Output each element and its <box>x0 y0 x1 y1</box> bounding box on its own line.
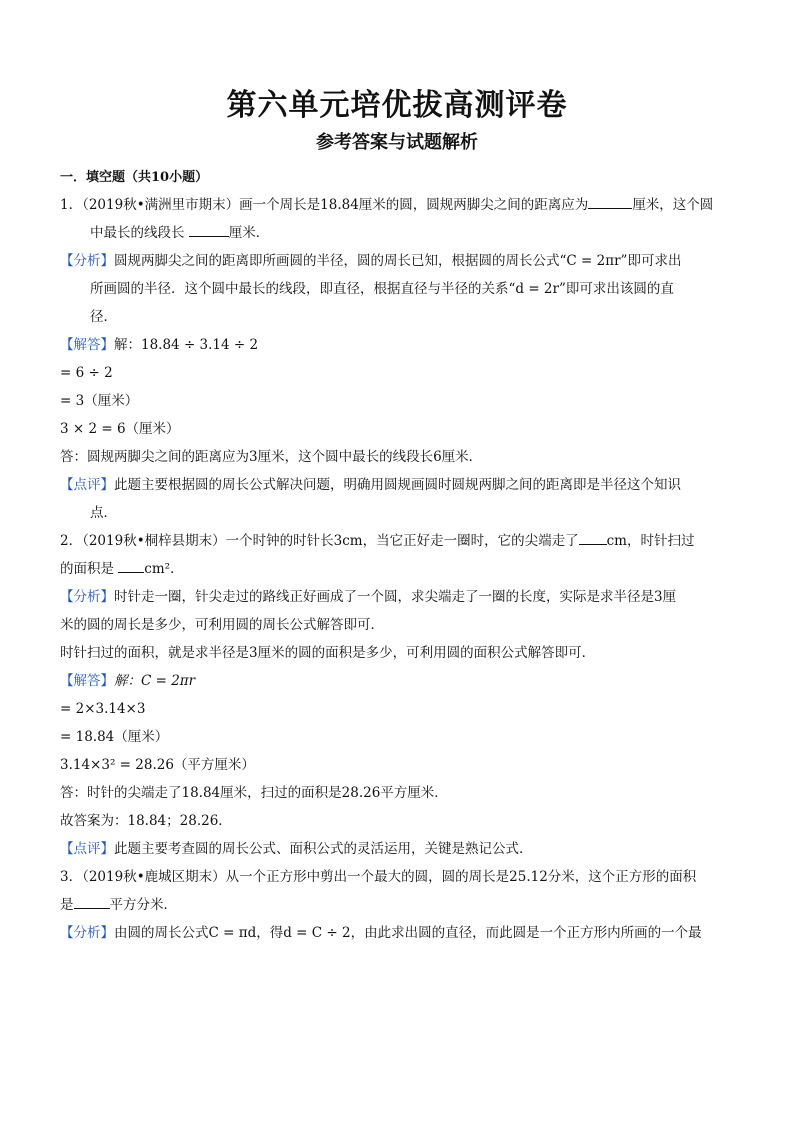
analysis-text: 时针走一圈，针尖走过的路线正好画成了一个圆，求尖端走了一圈的长度，实际是求半径是3厘 <box>114 589 677 605</box>
q1-answer-5: 答：圆规两脚尖之间的距离应为3厘米，这个圆中最长的线段长6厘米． <box>60 449 483 465</box>
answer-text: 解：18.84 ÷ 3.14 ÷ 2 <box>114 337 259 353</box>
q2-comment <box>60 835 736 863</box>
comment-tag: 【点评】 <box>60 841 114 857</box>
comment-text: 此题主要考查圆的周长公式、面积公式的灵活运用，关键是熟记公式． <box>114 841 533 857</box>
document-content <box>60 165 736 947</box>
q2-text: cm²． <box>144 561 184 577</box>
q2-analysis <box>60 583 736 611</box>
answer-blank <box>588 194 632 209</box>
q1-answer <box>60 331 736 359</box>
q1-analysis-3: 径． <box>90 309 117 325</box>
analysis-text: 圆规两脚尖之间的距离即所画圆的半径，圆的周长已知，根据圆的周长公式“C = 2πr”即可求出 <box>114 253 682 269</box>
q1-text: 厘米，这个圆 <box>632 197 714 213</box>
q1-comment <box>60 471 736 499</box>
q2-text: 2．（2019秋•桐梓县期末）一个时钟的时针长3cm，当它正好走一圈时，它的尖端走了 <box>60 533 579 549</box>
q2-text: cm，时针扫过 <box>606 533 695 549</box>
q1-text: 中最长的线段长 <box>90 225 185 241</box>
q2-answer-2: = 2×3.14×3 <box>60 701 146 717</box>
q3-line1: 3．（2019秋•鹿城区期末）从一个正方形中剪出一个最大的圆，圆的周长是25.12分米，这个正方形的面积 <box>60 869 697 885</box>
section-heading: 一．填空题（共10小题） <box>60 170 209 185</box>
answer-blank <box>74 894 110 909</box>
analysis-tag: 【分析】 <box>60 589 114 605</box>
analysis-tag: 【分析】 <box>60 925 114 941</box>
q3-analysis <box>60 919 736 947</box>
q2-analysis-2: 米的圆的周长是多少，可利用圆的周长公式解答即可． <box>60 617 384 633</box>
q3-text: 是 <box>60 897 74 913</box>
q2-line2 <box>60 555 736 583</box>
analysis-tag: 【分析】 <box>60 253 114 269</box>
q2-answer-4: 3.14×3² = 28.26（平方厘米） <box>60 757 255 773</box>
q1-answer-2: = 6 ÷ 2 <box>60 365 113 381</box>
analysis-text: 由圆的周长公式C = πd，得d = C ÷ 2，由此求出圆的直径，而此圆是一个正方形内所画的一个最 <box>114 925 702 941</box>
answer-tag: 【解答】 <box>60 337 114 353</box>
q1-text: 厘米． <box>228 225 270 241</box>
q2-answer-6: 故答案为：18.84；28.26． <box>60 813 232 829</box>
answer-text: 解：C = 2πr <box>114 673 196 689</box>
q2-answer-3: = 18.84（厘米） <box>60 729 169 745</box>
page-subtitle: 参考答案与试题解析 <box>316 132 478 153</box>
q1-analysis <box>60 247 736 275</box>
answer-blank <box>118 558 144 573</box>
q1-line2 <box>60 219 736 247</box>
q3-line2 <box>60 891 736 919</box>
page-title: 第六单元培优拔高测评卷 <box>226 88 568 123</box>
q1-analysis-2: 所画圆的半径．这个圆中最长的线段，即直径，根据直径与半径的关系“d = 2r”即可求出该圆的直 <box>90 281 674 297</box>
answer-tag: 【解答】 <box>60 673 114 689</box>
q2-text: 的面积是 <box>60 561 114 577</box>
answer-blank <box>189 222 229 237</box>
q1-answer-4: 3 × 2 = 6（厘米） <box>60 421 180 437</box>
q1-line1 <box>60 191 736 219</box>
q1-text: 1．（2019秋•满洲里市期末）画一个周长是18.84厘米的圆，圆规两脚尖之间的距离应为 <box>60 197 589 213</box>
comment-text: 此题主要根据圆的周长公式解决问题，明确用圆规画圆时圆规两脚之间的距离即是半径这个知识 <box>114 477 681 493</box>
q2-answer <box>60 667 736 695</box>
q1-answer-3: = 3（厘米） <box>60 393 139 409</box>
q1-comment-2: 点． <box>90 505 117 521</box>
q2-analysis-3: 时针扫过的面积，就是求半径是3厘米的圆的面积是多少，可利用圆的面积公式解答即可． <box>60 645 596 661</box>
comment-tag: 【点评】 <box>60 477 114 493</box>
answer-blank <box>579 530 607 545</box>
q2-line1 <box>60 527 736 555</box>
q3-text: 平方分米． <box>109 897 177 913</box>
q2-answer-5: 答：时针的尖端走了18.84厘米，扫过的面积是28.26平方厘米． <box>60 785 448 801</box>
